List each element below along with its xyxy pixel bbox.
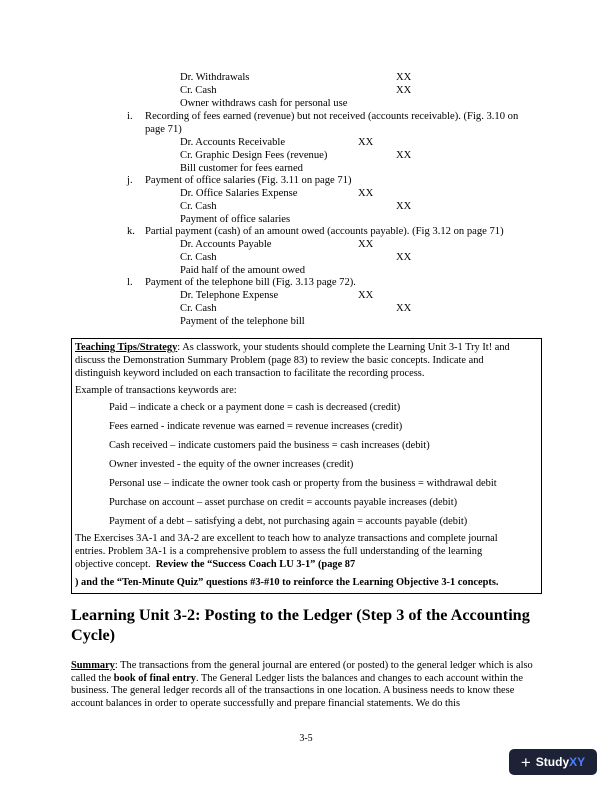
page-number: 3-5 [299,733,313,744]
entry-l-debit-account: Dr. Telephone Expense [180,290,279,301]
entry-l-label: l. [127,277,133,288]
entry-l-credit-amount: XX [396,303,412,314]
entry-i-text-cont: page 71) [145,124,182,135]
entry-i-description: Bill customer for fees earned [180,163,303,174]
entry-k-label: k. [127,226,135,237]
entry-j-debit-amount: XX [358,188,374,199]
tips-intro-line-2: discuss the Demonstration Summary Problem (page 83) to review the basic concepts. Indicate and [75,355,484,366]
entry-k-debit-amount: XX [358,239,374,250]
entry-h-description: Owner withdraws cash for personal use [180,98,348,109]
tips-intro-line-3: distinguish keyword included on each transaction to facilitate the recording process. [75,368,425,379]
entry-l-description: Payment of the telephone bill [180,316,305,327]
tips-exercise-line-2: entries. Problem 3A-1 is a comprehensive problem to assess the full understanding of the learning [75,546,483,557]
entry-i-text: Recording of fees earned (revenue) but not received (accounts receivable). (Fig. 3.10 on [145,111,519,122]
summary-paragraph [71,660,541,710]
tips-example-label: Example of transactions keywords are: [75,385,237,396]
keyword-item: Fees earned - indicate revenue was earned = revenue increases (credit) [109,421,403,432]
entry-h-credit-amount: XX [396,85,412,96]
tips-heading: Teaching Tips/Strategy [75,342,178,353]
entry-k-credit-amount: XX [396,252,412,263]
entry-j-debit-account: Dr. Office Salaries Expense [180,188,298,199]
entry-j-label: j. [127,175,133,186]
entry-k-debit-account: Dr. Accounts Payable [180,239,272,250]
entry-i-credit-account: Cr. Graphic Design Fees (revenue) [180,150,328,161]
keyword-item: Purchase on account – asset purchase on credit = accounts payable increases (debit) [109,497,458,508]
tips-exercise-line-4: ) and the “Ten-Minute Quiz” questions #3-#10 to reinforce the Learning Objective 3-1 concepts. [75,577,499,588]
entry-l-text: Payment of the telephone bill (Fig. 3.13 page 72). [145,277,356,288]
teaching-tips-box [71,338,542,594]
plus-icon: + [520,752,531,772]
keyword-item: Owner invested - the equity of the owner increases (credit) [109,459,354,470]
brand-xy: XY [569,755,586,769]
entry-j-credit-amount: XX [396,201,412,212]
brand-study: Study [535,755,570,769]
tips-exercise-plain: objective concept. [75,559,156,570]
keyword-item: Personal use – indicate the owner took cash or property from the business = withdrawal debit [109,478,497,489]
keyword-item: Paid – indicate a check or a payment done = cash is decreased (credit) [109,402,401,413]
section-title: Learning Unit 3-2: Posting to the Ledger (Step 3 of the Accounting Cycle) [71,606,530,644]
summary-text-2: . The General Ledger lists the balances and changes to each account within the business. The general ledger records all of the transactions in one location. A business needs to know these account balances in order to operate successfully and prepare financial statements. We do this [71,672,523,709]
entry-l-credit-account: Cr. Cash [180,303,217,314]
entry-i-credit-amount: XX [396,150,412,161]
entry-k-credit-account: Cr. Cash [180,252,217,263]
tips-exercise-line-3 [75,559,355,572]
entry-h-credit-account: Cr. Cash [180,85,217,96]
entry-j-credit-account: Cr. Cash [180,201,217,212]
studyxy-badge[interactable] [509,749,597,775]
entry-h-debit-account: Dr. Withdrawals [180,72,250,83]
entry-j-description: Payment of office salaries [180,214,291,225]
entry-i-label: i. [127,111,133,122]
keyword-item: Payment of a debt – satisfying a debt, not purchasing again = accounts payable (debit) [109,516,468,527]
entry-i-debit-account: Dr. Accounts Receivable [180,137,286,148]
tips-success-coach-ref: Review the “Success Coach LU 3-1” (page 87 [155,559,356,570]
entry-l-debit-amount: XX [358,290,374,301]
tips-exercise-line-1: The Exercises 3A-1 and 3A-2 are excellent to teach how to analyze transactions and complete journal [75,533,498,544]
entry-h-debit-amount: XX [396,72,412,83]
entry-j-text: Payment of office salaries (Fig. 3.11 on page 71) [145,175,352,186]
entry-i-debit-amount: XX [358,137,374,148]
summary-bold-term: book of final entry [113,672,196,684]
summary-label: Summary [71,660,115,671]
summary-text-1: : The transactions from the general journal are entered (or posted) to the general ledger which is also called the [71,660,533,684]
keyword-item: Cash received – indicate customers paid the business = cash increases (debit) [109,440,430,451]
tips-intro-line-1 [75,342,510,355]
entry-k-text: Partial payment (cash) of an amount owed (accounts payable). (Fig 3.12 on page 71) [145,226,504,237]
tips-intro-text: : As classwork, your students should complete the Learning Unit 3-1 Try It! and [177,342,510,353]
entry-k-description: Paid half of the amount owed [180,265,306,276]
